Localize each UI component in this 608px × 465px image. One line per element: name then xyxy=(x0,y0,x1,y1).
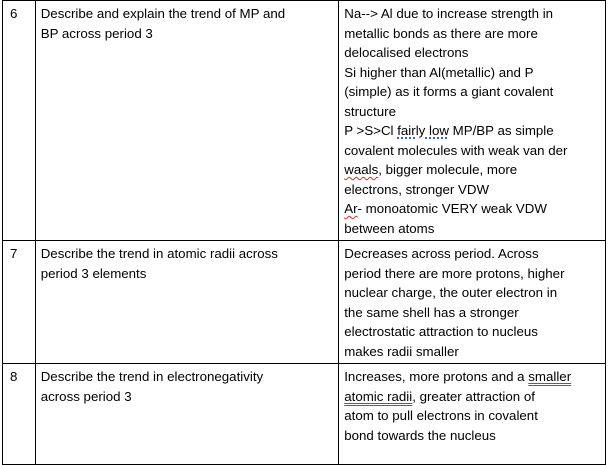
answer-line xyxy=(344,199,603,219)
question-line: Describe the trend in atomic radii across xyxy=(40,246,278,261)
answer-line: electrostatic attraction to nucleus xyxy=(344,324,538,339)
answer-line: Na--> Al due to increase strength in xyxy=(344,6,554,21)
answer-block xyxy=(344,4,603,63)
row-number: 6 xyxy=(3,1,36,241)
answer-line xyxy=(344,121,603,141)
answer-text: MP/BP as simple xyxy=(448,123,554,138)
answer-line: bond towards the nucleus xyxy=(344,427,496,443)
answer-cell xyxy=(339,1,606,241)
answer-text: Increases, more protons and a xyxy=(344,369,529,384)
answer-line: atom to pull electrons in covalent xyxy=(344,408,538,423)
answer-cell xyxy=(339,364,606,465)
row-number: 8 xyxy=(3,364,36,465)
answer-line: covalent molecules with weak van der xyxy=(344,142,568,158)
answer-line: electrons, stronger VDW xyxy=(344,181,490,197)
table-row xyxy=(3,241,606,364)
answer-line: Decreases across period. Across xyxy=(344,246,539,261)
question-line: BP across period 3 xyxy=(40,25,153,41)
answer-block xyxy=(344,199,603,238)
question-cell xyxy=(35,1,339,241)
answer-line: Si higher than Al(metallic) and P xyxy=(344,64,534,80)
grammar-flagged-text: smaller xyxy=(528,369,572,384)
answer-line: the same shell has a stronger xyxy=(344,304,519,320)
answer-line xyxy=(344,160,603,180)
answer-text: P >S>Cl xyxy=(344,123,398,138)
question-line: Describe and explain the trend of MP and xyxy=(40,6,286,21)
answer-line: delocalised electrons xyxy=(344,45,469,60)
answer-block xyxy=(344,121,603,199)
answer-line: nuclear charge, the outer electron in xyxy=(344,285,558,300)
answer-text: , bigger molecule, more xyxy=(378,162,518,177)
answer-line: metallic bonds as there are more xyxy=(344,25,538,41)
question-line: Describe the trend in electronegativity xyxy=(40,369,264,384)
spellcheck-flagged-text: waals xyxy=(344,162,379,177)
question-line: period 3 elements xyxy=(40,265,147,281)
question-cell xyxy=(35,364,339,465)
answer-line xyxy=(344,387,603,407)
answer-line: between atoms xyxy=(344,220,435,236)
answer-text: - monoatomic VERY weak VDW xyxy=(357,201,547,216)
answer-line: structure xyxy=(344,103,396,119)
answer-line: period there are more protons, higher xyxy=(344,265,565,281)
answer-line: makes radii smaller xyxy=(344,343,459,359)
question-line: across period 3 xyxy=(40,388,132,404)
answer-block xyxy=(344,63,603,122)
revision-table xyxy=(2,0,606,465)
question-cell xyxy=(35,241,339,364)
table-row xyxy=(3,1,606,241)
answer-line xyxy=(344,367,603,387)
table-row xyxy=(3,364,606,465)
row-number: 7 xyxy=(3,241,36,364)
answer-line: (simple) as it forms a giant covalent xyxy=(344,84,554,99)
answer-cell xyxy=(339,241,606,364)
grammar-flagged-text: atomic radii xyxy=(344,388,413,404)
answer-text: , greater attraction of xyxy=(412,388,535,404)
spellcheck-flagged-text: Ar xyxy=(344,201,358,216)
grammar-flagged-text: fairly low xyxy=(397,123,449,138)
